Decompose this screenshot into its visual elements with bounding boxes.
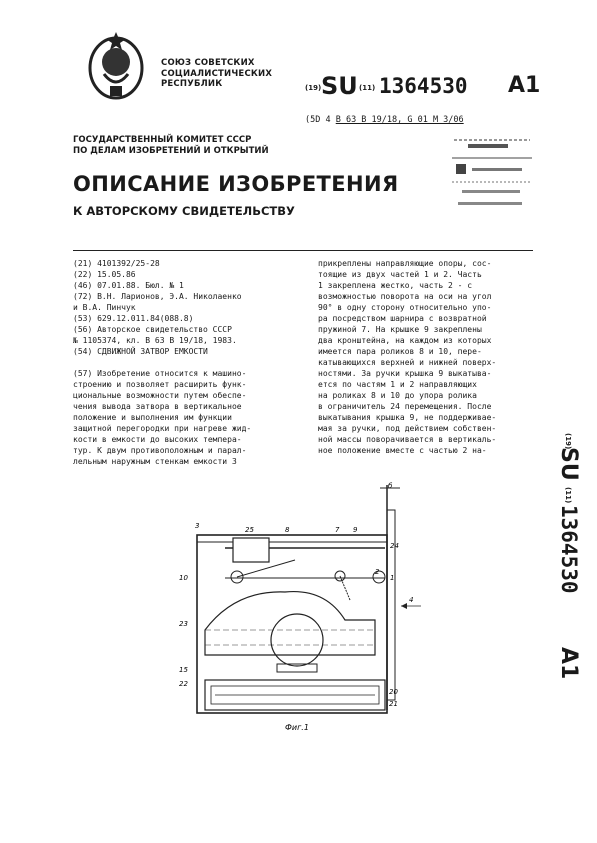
abstract-line: положение и выполнения им функции xyxy=(73,413,232,422)
side-inid-11: (11) xyxy=(564,487,572,504)
label-15: 15 xyxy=(179,666,188,674)
label-25: 25 xyxy=(245,526,254,534)
biblio-line: и В.А. Пинчук xyxy=(73,303,136,312)
inid-19: (19) xyxy=(305,84,322,92)
abstract-line: в ограничитель 24 перемещения. После xyxy=(318,402,492,411)
label-23: 23 xyxy=(179,620,188,628)
biblio-line: (54) СДВИЖНОЙ ЗАТВОР ЕМКОСТИ xyxy=(73,347,208,356)
biblio-line: (21) 4101392/25-28 xyxy=(73,259,160,268)
abstract-line: тоящие из двух частей 1 и 2. Часть xyxy=(318,270,482,279)
abstract-line: строению и позволяет расширить функ- xyxy=(73,380,247,389)
patent-number: 1364530 xyxy=(379,74,468,98)
abstract-line: выкатывания крышка 9, не поддерживае- xyxy=(318,413,497,422)
biblio-line: (53) 629.12.011.84(088.8) xyxy=(73,314,194,323)
bibliographic-data xyxy=(73,258,305,357)
abstract-line: ное положение вместе с частью 2 на- xyxy=(318,446,487,455)
committee-line: ГОСУДАРСТВЕННЫЙ КОМИТЕТ СССР xyxy=(73,135,252,145)
label-10: 10 xyxy=(179,574,188,582)
abstract-line: прикреплены направляющие опоры, сос- xyxy=(318,259,492,268)
abstract-line: возможностью поворота на оси на угол xyxy=(318,292,492,301)
library-stamp xyxy=(448,130,536,220)
side-kind: A1 xyxy=(556,647,581,680)
label-22: 22 xyxy=(179,680,188,688)
label-7: 7 xyxy=(335,526,340,534)
abstract-line: (57) Изобретение относится к машино- xyxy=(73,369,247,378)
abstract-right-column xyxy=(318,258,553,456)
org-line: СОЦИАЛИСТИЧЕСКИХ xyxy=(161,68,273,79)
abstract-left-column xyxy=(73,368,305,467)
label-2: 2 xyxy=(375,568,380,576)
abstract-line: ется по частям 1 и 2 направляющих xyxy=(318,380,477,389)
abstract-line: ра посредством шарнира с возвратной xyxy=(318,314,487,323)
label-9: 9 xyxy=(353,526,358,534)
figure-1-drawing xyxy=(165,480,425,740)
document-subtitle: К АВТОРСКОМУ СВИДЕТЕЛЬСТВУ xyxy=(73,204,295,218)
side-inid-19: (19) xyxy=(564,433,572,450)
biblio-line: № 1105374, кл. B 63 B 19/18, 1983. xyxy=(73,336,237,345)
org-line: СОЮЗ СОВЕТСКИХ xyxy=(161,58,255,68)
abstract-line: два кронштейна, на каждом из которых xyxy=(318,336,492,345)
label-24: 24 xyxy=(390,542,399,550)
abstract-line: пружиной 7. На крышке 9 закреплены xyxy=(318,325,482,334)
org-line: РЕСПУБЛИК xyxy=(161,79,223,89)
side-country: SU xyxy=(556,447,581,481)
biblio-line: (22) 15.05.86 xyxy=(73,270,136,279)
document-title: ОПИСАНИЕ ИЗОБРЕТЕНИЯ xyxy=(73,172,399,196)
abstract-line: мая за ручки, под действием собствен- xyxy=(318,424,497,433)
issuing-state xyxy=(161,58,272,90)
vertical-patent-code xyxy=(540,425,590,715)
abstract-line: ной массы поворачивается в вертикаль- xyxy=(318,435,497,444)
label-20: 20 xyxy=(389,688,398,696)
abstract-line: циональные возможности путем обеспе- xyxy=(73,391,247,400)
label-4: 4 xyxy=(409,596,414,604)
committee-line: ПО ДЕЛАМ ИЗОБРЕТЕНИЙ И ОТКРЫТИЙ xyxy=(73,145,269,156)
figure-caption: Фиг.1 xyxy=(285,723,309,732)
inid-11: (11) xyxy=(359,84,376,92)
abstract-line: защитной перегородки при нагреве жид- xyxy=(73,424,252,433)
side-number: 1364530 xyxy=(557,505,581,594)
label-1: 1 xyxy=(390,574,395,582)
label-21: 21 xyxy=(389,700,398,708)
ipc-classification xyxy=(305,115,464,125)
abstract-line: 1 закреплена жестко, часть 2 - с xyxy=(318,281,473,290)
biblio-line: (46) 07.01.88. Бюл. № 1 xyxy=(73,281,184,290)
header-divider xyxy=(73,250,533,251)
label-б: б xyxy=(388,482,393,490)
abstract-line: тур. К двум противоположным и парал- xyxy=(73,446,247,455)
ussr-emblem xyxy=(86,30,146,106)
committee xyxy=(73,135,269,156)
country-code: SU xyxy=(321,72,358,100)
biblio-line: (72) В.Н. Ларионов, Э.А. Николаенко xyxy=(73,292,242,301)
abstract-line: катывающихся верхней и нижней поверх- xyxy=(318,358,497,367)
abstract-line: ностями. За ручки крышка 9 выкатыва- xyxy=(318,369,492,378)
biblio-line: (56) Авторское свидетельство СССР xyxy=(73,325,232,334)
abstract-line: 90° в одну сторону относительно упо- xyxy=(318,303,492,312)
label-3: 3 xyxy=(195,522,200,530)
abstract-line: чения вывода затвора в вертикальное xyxy=(73,402,242,411)
abstract-line: имеется пара роликов 8 и 10, пере- xyxy=(318,347,482,356)
abstract-line: на роликах 8 и 10 до упора ролика xyxy=(318,391,477,400)
ipc-codes: B 63 B 19/18, G 01 M 3/06 xyxy=(335,115,464,125)
abstract-line: лельным наружным стенкам емкости 3 xyxy=(73,457,237,466)
label-8: 8 xyxy=(285,526,290,534)
abstract-line: кости в емкости до высоких темпера- xyxy=(73,435,242,444)
inid-51: (5D 4 xyxy=(305,115,331,125)
kind-code: A1 xyxy=(508,73,541,98)
